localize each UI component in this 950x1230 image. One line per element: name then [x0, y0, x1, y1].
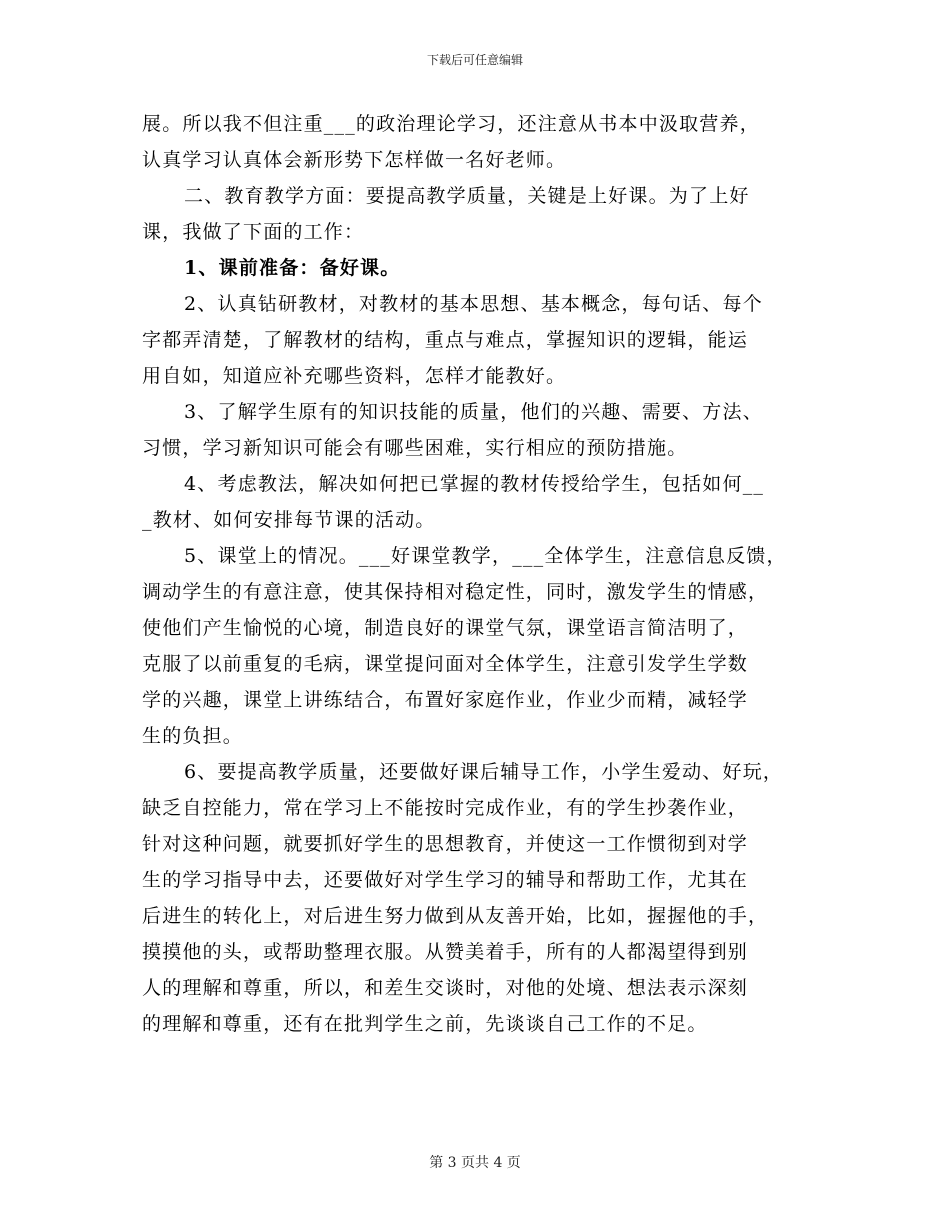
text-line: 用自如，知道应补充哪些资料，怎样才能教好。 — [142, 365, 567, 387]
text-line: 生的负担。 — [142, 725, 244, 747]
text-line: 认真学习认真体会新形势下怎样做一名好老师。 — [142, 149, 567, 171]
page-header: 下载后可任意编辑 — [426, 53, 523, 67]
text-line: 字都弄清楚，了解教材的结构，重点与难点，掌握知识的逻辑，能运 — [142, 329, 749, 351]
text-line: 生的学习指导中去，还要做好对学生学习的辅导和帮助工作，尤其在 — [142, 869, 749, 891]
text-line: 展。所以我不但注重___的政治理论学习，还注意从书本中汲取营养， — [142, 113, 760, 135]
text-line: 4、考虑教法，解决如何把已掌握的教材传授给学生，包括如何__ — [184, 473, 765, 495]
section-heading: 1、课前准备：备好课。 — [184, 257, 401, 279]
text-line: 学的兴趣，课堂上讲练结合，布置好家庭作业，作业少而精，减轻学 — [142, 689, 749, 711]
text-line: 使他们产生愉悦的心境，制造良好的课堂气氛，课堂语言简洁明了， — [142, 617, 749, 639]
text-line: 3、了解学生原有的知识技能的质量，他们的兴趣、需要、方法、 — [184, 401, 763, 423]
text-line: 的理解和尊重，还有在批判学生之前，先谈谈自己工作的不足。 — [142, 1013, 708, 1035]
text-line: 6、要提高教学质量，还要做好课后辅导工作，小学生爱动、好玩， — [184, 761, 784, 783]
text-line: 课，我做了下面的工作： — [142, 221, 365, 243]
text-line: 5、课堂上的情况。___好课堂教学，___全体学生，注意信息反馈， — [184, 545, 787, 567]
text-line: 二、教育教学方面：要提高教学质量，关键是上好课。为了上好 — [184, 185, 750, 207]
page-number: 第 3 页共 4 页 — [429, 1155, 521, 1171]
text-line: 摸摸他的头，或帮助整理衣服。从赞美着手，所有的人都渴望得到别 — [142, 941, 749, 963]
text-line: 克服了以前重复的毛病，课堂提问面对全体学生，注意引发学生学数 — [142, 653, 749, 675]
text-line: 调动学生的有意注意，使其保持相对稳定性，同时，激发学生的情感， — [142, 581, 769, 603]
text-line: 2、认真钻研教材，对教材的基本思想、基本概念，每句话、每个 — [184, 293, 763, 315]
document-body — [142, 106, 818, 1042]
text-line: 人的理解和尊重，所以，和差生交谈时，对他的处境、想法表示深刻 — [142, 977, 749, 999]
text-line: 缺乏自控能力，常在学习上不能按时完成作业，有的学生抄袭作业， — [142, 797, 749, 819]
text-line: _教材、如何安排每节课的活动。 — [142, 509, 436, 531]
text-line: 习惯，学习新知识可能会有哪些困难，实行相应的预防措施。 — [142, 437, 688, 459]
text-line: 针对这种问题，就要抓好学生的思想教育，并使这一工作惯彻到对学 — [142, 833, 749, 855]
text-line: 后进生的转化上，对后进生努力做到从友善开始，比如，握握他的手， — [142, 905, 769, 927]
